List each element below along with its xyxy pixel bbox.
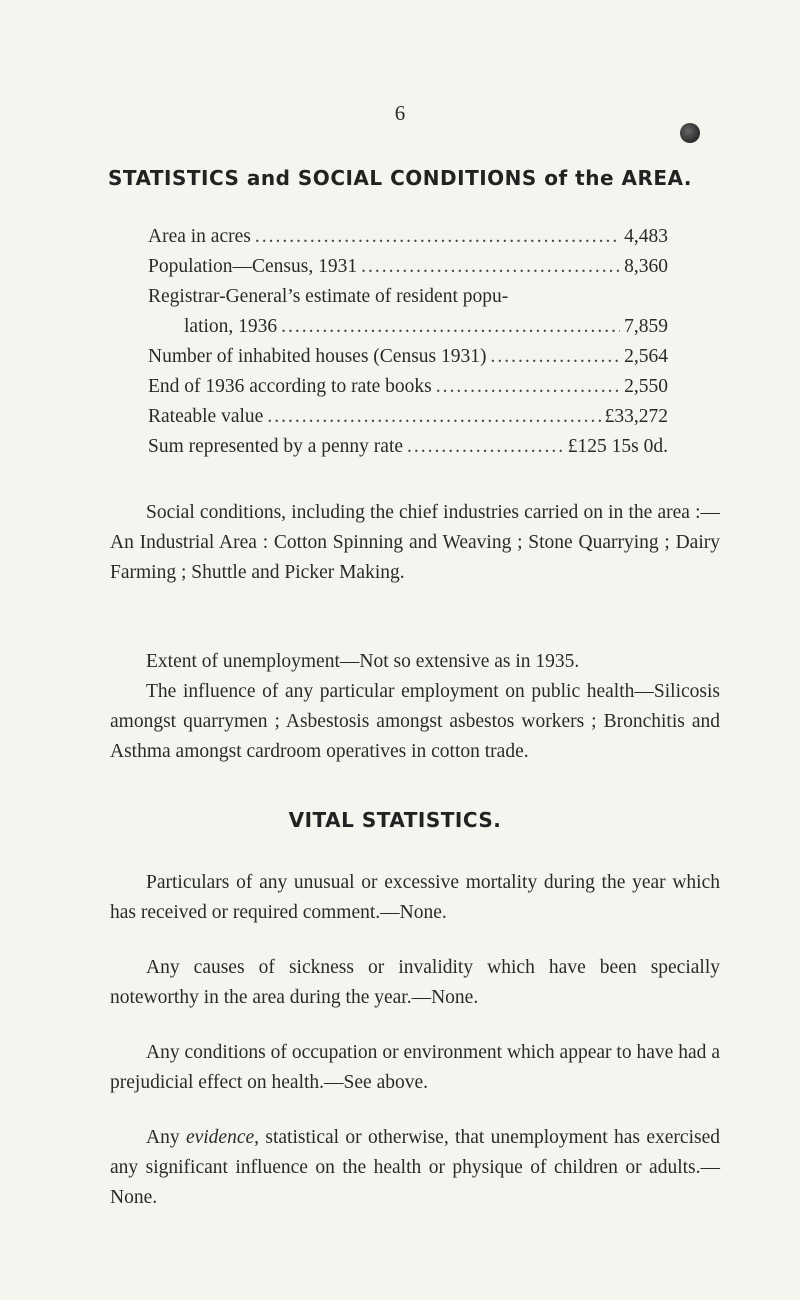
- social-conditions-text: Social conditions, including the chief industries carried on in the area :—An Industrial Area : Cotton Spinning and Weaving ; Stone Quarrying ; Dairy Farming ; Shuttle and Picker Making.: [110, 502, 720, 583]
- stat-population-value: 8,360: [624, 256, 668, 277]
- stat-area-label: Area in acres: [148, 226, 251, 247]
- stat-rateable-amount: £33,272: [604, 406, 668, 427]
- stat-rate-books-value: 2,550: [624, 376, 668, 397]
- stat-estimate: [148, 312, 668, 342]
- mortality-text: Particulars of any unusual or excessive mortality during the year which has received or required comment.—None.: [110, 872, 720, 923]
- stat-rate-books-label: End of 1936 according to rate books: [148, 376, 432, 397]
- paragraph-unemployment: [110, 647, 720, 767]
- paragraph-sickness: [110, 953, 720, 1013]
- stat-rateable-value: [148, 402, 668, 432]
- stat-penny-rate-value: £125 15s 0d.: [567, 436, 668, 457]
- stat-rateable-label: Rateable value: [148, 406, 264, 427]
- stat-population-label: Population—Census, 1931: [148, 256, 358, 277]
- stat-houses-value: 2,564: [624, 346, 668, 367]
- stat-penny-rate: [148, 432, 668, 462]
- stat-estimate-value: 7,859: [624, 316, 668, 337]
- occupation-text: Any conditions of occupation or environment which appear to have had a prejudicial effect on health.—See above.: [110, 1042, 720, 1093]
- paragraph-social-conditions: [110, 498, 720, 588]
- stat-population: [148, 252, 668, 282]
- unemployment-evidence-text: Any evidence, statistical or otherwise, that unemployment has exercised any significant influence on the health or physique of children or adults.—None.: [110, 1127, 720, 1208]
- stat-estimate-label-line1: Registrar-General’s estimate of resident popu-: [148, 286, 509, 307]
- stat-houses: [148, 342, 668, 372]
- paragraph-unemployment-evidence: [110, 1123, 720, 1213]
- stat-houses-label: Number of inhabited houses (Census 1931): [148, 346, 487, 367]
- ink-blot-icon: [680, 123, 700, 143]
- unemployment-extent-text: Extent of unemployment—Not so extensive as in 1935.: [146, 651, 580, 672]
- paragraph-occupation: [110, 1038, 720, 1098]
- stat-area-value: 4,483: [624, 226, 668, 247]
- paragraph-mortality: [110, 868, 720, 928]
- stat-estimate-label: lation, 1936: [184, 316, 278, 337]
- statistics-list: [148, 222, 668, 462]
- sickness-text: Any causes of sickness or invalidity which have been specially noteworthy in the area during the year.—None.: [110, 957, 720, 1008]
- stat-area: [148, 222, 668, 252]
- section-heading-vital-statistics: VITAL STATISTICS.: [288, 808, 502, 832]
- section-heading-statistics: STATISTICS and SOCIAL CONDITIONS of the AREA.: [107, 166, 692, 190]
- stat-penny-rate-label: Sum represented by a penny rate: [148, 436, 404, 457]
- evidence-emphasis: evidence: [185, 1127, 255, 1148]
- stat-rate-books: [148, 372, 668, 402]
- page-number: 6: [394, 101, 406, 125]
- employment-influence-text: The influence of any particular employment on public health—Silicosis amongst quarrymen ; Asbestosis amongst asbestos workers ; Bronchitis and Asthma amongst cardroom operatives in cotton trade.: [110, 681, 720, 762]
